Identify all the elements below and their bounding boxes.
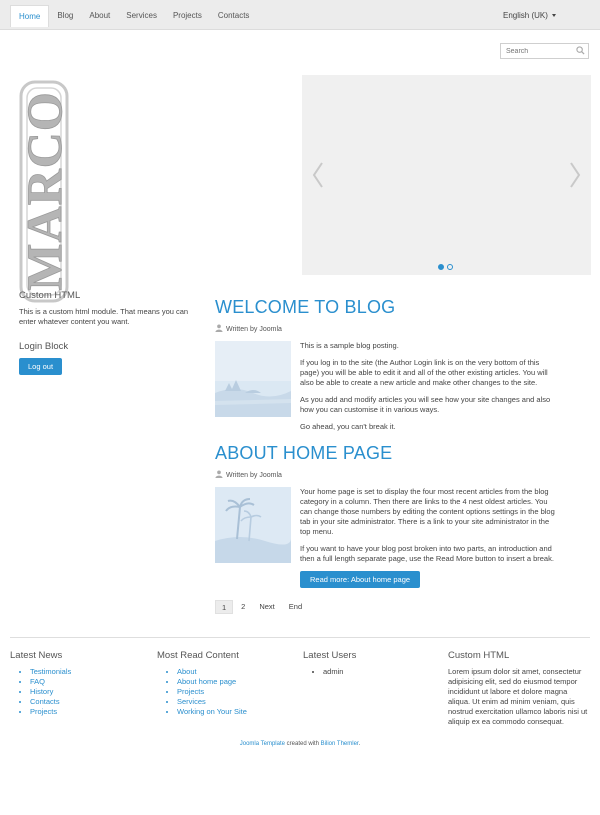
language-label: English (UK) — [503, 11, 548, 20]
nav-item-projects[interactable]: Projects — [172, 11, 202, 20]
latest-news-item[interactable]: • Projects — [30, 707, 150, 717]
nav-item-blog[interactable]: Blog — [57, 11, 74, 20]
slider-dot-2[interactable] — [447, 264, 453, 270]
most-read-item[interactable]: • About home page — [177, 677, 297, 687]
slider-prev-arrow[interactable] — [312, 161, 324, 191]
latest-news-item[interactable]: • History — [30, 687, 150, 697]
credit-middle: created with — [284, 741, 321, 747]
page-2[interactable]: 2 — [241, 602, 246, 611]
latest-users-module — [303, 650, 443, 677]
article-paragraph: Your home page is set to display the four most recent articles from the blog category in a column. Then there are links to the 4 nest oldest articles. You can change those numbers by editing the content options settings in the blog tab in your site administrator. There is a link to your site administrator in the top menu. — [300, 487, 555, 536]
article-welcome — [215, 297, 560, 439]
most-read-item[interactable]: • Projects — [177, 687, 297, 697]
latest-news-item[interactable]: • Contacts — [30, 697, 150, 707]
article-title[interactable]: ABOUT HOME PAGE — [215, 443, 393, 463]
latest-user-item: • admin — [323, 667, 443, 677]
article-paragraph: This is a sample blog posting. — [300, 341, 399, 350]
template-link[interactable]: Joomla Template — [239, 741, 285, 747]
most-read-title: Most Read Content — [157, 650, 239, 661]
footer-custom-text: Lorem ipsum dolor sit amet, consectetur adipisicing elit, sed do eiusmod tempor incididunt ut labore et dolore magna aliqua. Ut enim ad minim veniam, quis nostrud exercitation ullamco laboris nisi ut aliquip ex ea commodo consequat. — [448, 667, 588, 726]
footer-credit — [0, 741, 600, 747]
language-selector[interactable] — [503, 11, 556, 20]
latest-users-title: Latest Users — [303, 650, 357, 661]
most-read-module — [157, 650, 297, 717]
article-paragraph: As you add and modify articles you will see how your site changes and also how you can customise it in various ways. — [300, 395, 551, 414]
nav-item-about[interactable]: About — [89, 11, 111, 20]
user-icon — [215, 470, 223, 480]
article-byline — [215, 470, 560, 480]
latest-news-item[interactable]: • Testimonials — [30, 667, 150, 677]
logout-button[interactable]: Log out — [19, 358, 62, 375]
main-menu — [10, 5, 257, 27]
slider-next-arrow[interactable] — [569, 161, 581, 191]
credit-end: . — [358, 741, 361, 747]
custom-html-text: This is a custom html module. That means you can enter whatever content you want. — [19, 307, 189, 326]
sidebar — [19, 290, 189, 375]
user-icon — [215, 324, 223, 334]
slider-indicators — [438, 264, 453, 270]
top-navbar — [0, 0, 600, 30]
page-end[interactable]: End — [288, 602, 303, 611]
nav-item-contacts[interactable]: Contacts — [217, 11, 250, 20]
article-paragraph: If you log in to the site (the Author Login link is on the very bottom of this page) you will be able to edit it and all of the other existing articles. You will also be able to create a new article and make other changes to the site. — [300, 358, 548, 387]
article-about-home — [215, 443, 560, 588]
read-more-button[interactable]: Read more: About home page — [300, 571, 420, 588]
article-title[interactable]: WELCOME TO BLOG — [215, 297, 396, 317]
image-slider — [302, 75, 591, 275]
custom-html-title: Custom HTML — [19, 290, 81, 301]
nav-item-services[interactable]: Services — [126, 11, 157, 20]
pagination — [215, 600, 308, 614]
slider-dot-1[interactable] — [438, 264, 444, 270]
login-block-title: Login Block — [19, 341, 69, 352]
most-read-item[interactable]: • About — [177, 667, 297, 677]
latest-news-module — [10, 650, 150, 717]
most-read-item[interactable]: • Services — [177, 697, 297, 707]
search-icon[interactable] — [576, 46, 585, 57]
author-text: Written by Joomla — [226, 471, 282, 479]
article-thumbnail — [215, 341, 291, 439]
search-input[interactable] — [501, 44, 573, 58]
themler-link[interactable]: Bilion Themler — [320, 741, 359, 747]
logo-text: MARCO — [16, 91, 72, 291]
article-paragraph: Go ahead, you can't break it. — [300, 422, 396, 431]
article-thumbnail — [215, 487, 291, 588]
most-read-item[interactable]: • Working on Your Site — [177, 707, 297, 717]
footer-custom-html-module — [448, 650, 588, 727]
author-text: Written by Joomla — [226, 325, 282, 333]
article-paragraph: If you want to have your blog post broken into two parts, an introduction and then a full length separate page, use the Read More button to insert a break. — [300, 544, 554, 563]
caret-down-icon — [552, 14, 556, 17]
latest-news-item[interactable]: • FAQ — [30, 677, 150, 687]
article-byline — [215, 324, 560, 334]
site-logo[interactable] — [16, 80, 72, 303]
nav-item-home[interactable]: Home — [10, 5, 49, 27]
page-next[interactable]: Next — [259, 602, 275, 611]
footer-custom-title: Custom HTML — [448, 650, 510, 661]
page-1[interactable]: 1 — [215, 600, 233, 614]
latest-news-title: Latest News — [10, 650, 63, 661]
search-box — [500, 43, 589, 59]
footer-divider — [10, 637, 590, 638]
